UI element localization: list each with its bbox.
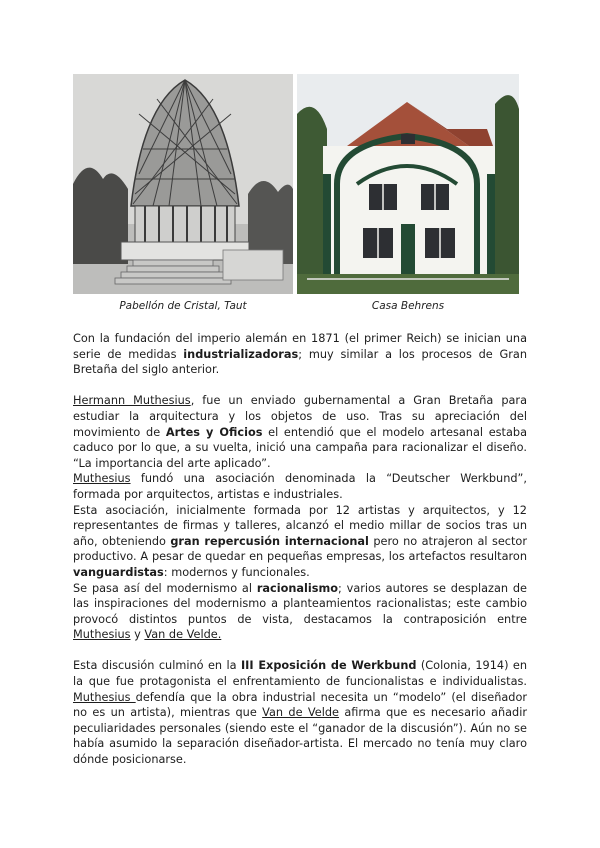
caption-glass-pavilion: Pabellón de Cristal, Taut: [119, 300, 247, 312]
text-run: Esta discusión culminó en la: [73, 659, 241, 673]
link-muthesius[interactable]: Muthesius: [73, 628, 131, 642]
bold-term: III Exposición de Werkbund: [240, 659, 417, 673]
text-run: , fue un enviado gubernamental a Gran Bretaña para estudiar la arquitectura y los objetos de uso. Tras su apreciación del movimiento de: [73, 394, 527, 439]
bold-term: gran repercusión internacional: [170, 534, 369, 548]
link-van-de-velde[interactable]: Van de Velde.: [144, 628, 222, 642]
link-van-de-velde[interactable]: Van de Velde: [262, 706, 339, 720]
link-muthesius[interactable]: Muthesius: [73, 472, 131, 486]
text-run: Se pasa así del modernismo al: [73, 581, 257, 595]
text-run: el entendió que el modelo artesanal estaba caduco por lo que, a su vuelta, inició una campaña para racionalizar el diseño. “La importancia del arte aplicado”.: [73, 425, 527, 470]
text-run: : modernos y funcionales.: [163, 565, 310, 579]
text-run: fundó una asociación denominada la “Deutscher Werkbund”, formada por arquitectos, artistas e industriales.: [73, 472, 527, 501]
paragraph-werkbund: [73, 471, 527, 502]
text-run: ; varios autores se desplazan de las inspiraciones del modernismo a planteamientos racionalistas; este cambio provocó distintos puntos de vista, destacamos la contraposición entre: [73, 581, 527, 626]
paragraph-asociacion: [73, 503, 527, 581]
text-run: afirma que es necesario añadir peculiaridades personales (siendo este el “ganador de la discusión”). Aún no se había asumido la separación diseñador-artista. El mercado no tenía muy claro dónde posicionarse.: [73, 706, 528, 767]
bold-term: industrializadoras: [183, 347, 299, 361]
link-muthesius[interactable]: Muthesius: [73, 690, 136, 704]
glass-pavilion-photo: [73, 74, 293, 294]
text-run: Con la fundación del imperio alemán en 1871 (el primer Reich) se inician una serie de medidas: [73, 332, 527, 361]
bold-term: racionalismo: [256, 581, 339, 595]
bold-term: Artes y Oficios: [165, 425, 263, 439]
text-run: pero no atrajeron al sector productivo. A pesar de quedar en pequeñas empresas, los artefactos resultaron: [73, 534, 527, 564]
paragraph-exposicion: [73, 658, 527, 767]
paragraph-intro: [73, 331, 527, 378]
caption-row: [73, 300, 519, 316]
body-text: [73, 331, 527, 768]
bold-term: vanguardistas: [73, 565, 164, 579]
caption-casa-behrens: Casa Behrens: [371, 300, 445, 312]
paragraph-muthesius: [73, 393, 527, 471]
text-run: y: [130, 628, 145, 642]
text-run: Esta asociación, inicialmente formada por 12 artistas y arquitectos, y 12 representantes de firmas y talleres, alcanzó el medio millar de socios tras un año, obteniendo: [73, 503, 527, 548]
casa-behrens-photo: [297, 74, 519, 294]
paragraph-racionalismo: [73, 581, 527, 643]
photo-row: [73, 74, 519, 294]
text-run: (Colonia, 1914) en la que fue protagonista el enfrentamiento de funcionalistas e individualistas.: [73, 659, 528, 689]
text-run: defendía que la obra industrial necesita un “modelo” (el diseñador no es un artista), mientras que: [73, 690, 527, 720]
text-run: ; muy similar a los procesos de Gran Bretaña del siglo anterior.: [73, 347, 527, 377]
link-hermann-muthesius[interactable]: Hermann Muthesius: [73, 394, 191, 408]
